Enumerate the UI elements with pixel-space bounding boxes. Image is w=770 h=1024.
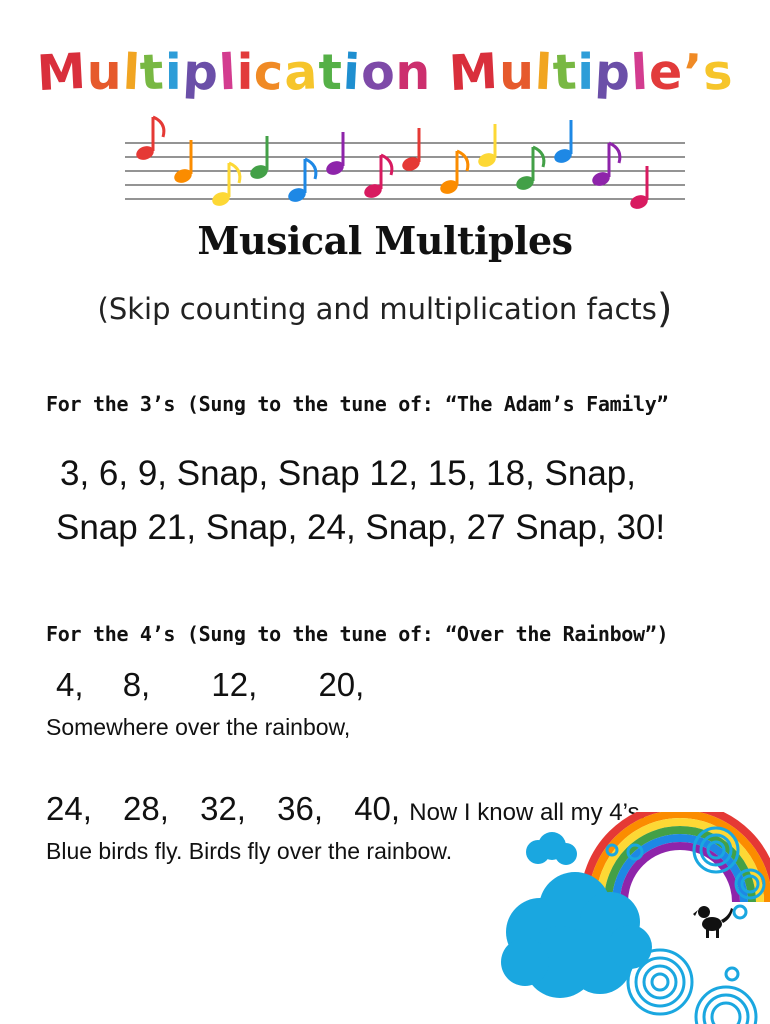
banner-title-letter: l [217, 43, 239, 102]
cloud-shape [501, 938, 549, 986]
banner-title-letter: M [35, 42, 89, 103]
banner-title-letter: o [359, 43, 397, 102]
song-3s-title: For the 3’s (Sung to the tune of: “The Adam’s Family” [46, 392, 669, 416]
banner-title-letter: i [341, 43, 363, 102]
banner-title-letter: a [282, 43, 320, 102]
song-3s-line-2: Snap 21, Snap, 24, Snap, 27 Snap, 30! [56, 508, 666, 547]
banner-title-letter: s [701, 43, 735, 102]
banner-title-letter: n [395, 44, 432, 101]
page-heading: Musical Multiples [197, 218, 573, 263]
banner-title-letter: l [533, 43, 555, 102]
cloud-rainbow-dog-image [500, 812, 770, 1024]
cloud-shape [608, 925, 652, 969]
banner-title-letter: p [593, 43, 633, 102]
banner-title-letter: u [86, 44, 123, 101]
music-note-flag [229, 163, 240, 183]
song-4s-line-4: Blue birds fly. Birds fly over the rainbow. [46, 838, 453, 864]
music-staff-notes-image [125, 113, 685, 223]
banner-title-letter: u [499, 44, 536, 101]
banner-title-letter: i [164, 44, 183, 101]
banner-title-letter: l [629, 43, 651, 102]
banner-title-letter: i [236, 44, 255, 101]
banner-title-letter: t [551, 43, 579, 102]
banner-title-letter: l [121, 43, 142, 102]
song-4s-number: 36, [277, 790, 324, 827]
music-note-flag [381, 155, 392, 175]
song-4s-line-3-tail: Now I know all my 4’s. [409, 799, 647, 826]
song-4s-number: 12, [211, 666, 258, 703]
song-4s-numbers-line [56, 666, 364, 704]
banner-title-letter: e [648, 44, 684, 101]
banner-title-letter: t [138, 43, 167, 102]
song-4s-number: 8, [122, 666, 151, 703]
song-4s-number: 28, [123, 790, 169, 827]
music-note-flag [609, 143, 620, 163]
song-3s-line-1: 3, 6, 9, Snap, Snap 12, 15, 18, Snap, [60, 454, 636, 493]
cloud-shape [555, 843, 577, 865]
banner-title [30, 18, 740, 128]
dog-silhouette [693, 906, 733, 938]
banner-title-letter: i [577, 44, 596, 101]
song-4s-title: For the 4’s (Sung to the tune of: “Over the Rainbow”) [46, 622, 669, 646]
banner-title-letter: c [252, 43, 286, 102]
song-4s-number: 24, [46, 790, 92, 827]
song-4s-number: 20, [318, 666, 365, 703]
song-4s-number: 40, [354, 790, 401, 827]
music-note-flag [305, 159, 316, 179]
page-subheading [0, 286, 770, 332]
music-note-flag [457, 151, 468, 171]
title-banner [30, 18, 740, 218]
banner-title-letter: M [447, 42, 501, 103]
banner-title-letter: p [181, 43, 221, 102]
subheading-text: (Skip counting and multiplication facts [97, 292, 657, 326]
banner-title-letter: ’ [681, 43, 705, 102]
song-4s-line-2: Somewhere over the rainbow, [46, 714, 351, 740]
song-4s-number: 4, [56, 666, 84, 703]
song-4s-number: 32, [200, 790, 246, 827]
subheading-close-paren: ) [656, 286, 673, 332]
banner-title-letter: t [318, 44, 343, 101]
music-note-flag [153, 117, 164, 137]
